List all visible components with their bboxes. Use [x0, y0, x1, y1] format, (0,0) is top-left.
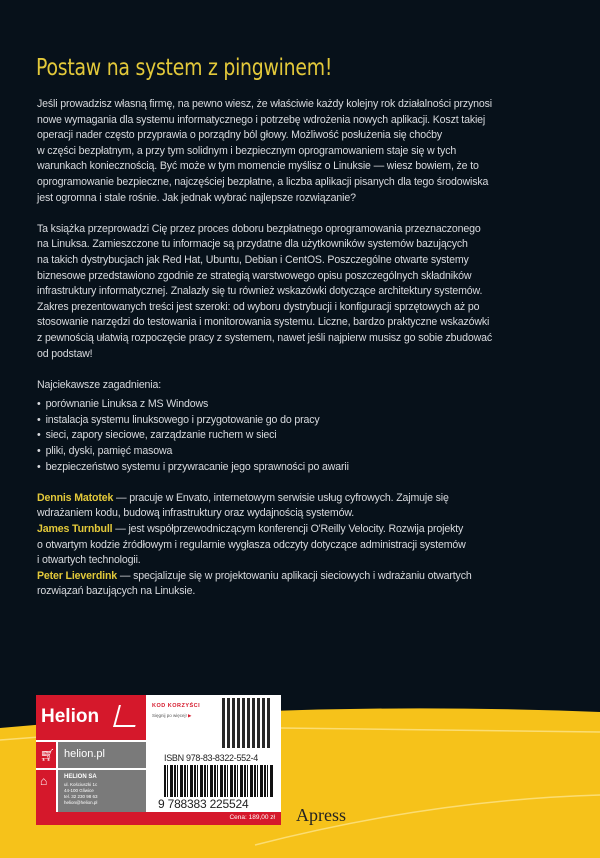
text-line: jest ogromna i stale rośnie. Jak jednak wybrać najlepsze rozwiązanie?	[37, 191, 356, 204]
text-line: Zakres prezentowanych treści jest szeroki: od wyboru dystrybucji i konfiguracji sprzętowych aż po	[37, 300, 480, 313]
text-line: na Linuksa. Zamieszczone tu informacje są przydatne dla użytkowników systemów bazujących	[37, 238, 468, 251]
text-line: warunkach koniecznością. Być może w tym momencie myślisz o Linuksie — wiesz bowiem, że to	[37, 160, 479, 173]
author-bio	[37, 569, 577, 585]
text-line: w części bezpłatnym, a przy tym solidnym i bezpiecznym oprogramowaniem staje się w tych	[37, 144, 457, 157]
text-line: infrastruktury informatycznej. Znalazły się tu również wskazówki dotyczące architektury systemów.	[37, 285, 483, 298]
text-line: od podstaw!	[37, 347, 93, 360]
helion-logo: Helion	[41, 706, 100, 727]
topic-item: • sieci, zapory sieciowe, zarządzanie ruchem w sieci	[37, 428, 577, 444]
text-line: Jeśli prowadzisz własną firmę, na pewno wiesz, że właściwie każdy kolejny rok działalności przynosi	[37, 98, 492, 110]
text-line: — jest współprzewodniczącym konferencji O'Reilly Velocity. Rozwija projekty	[112, 523, 464, 536]
text-line: operacji nader często przyprawia o porządny ból głowy. Możliwość posłużenia się choćby	[37, 129, 442, 142]
topics-heading: Najciekawsze zagadnienia:	[37, 378, 162, 391]
text-line: wdrażaniem kodu, budową infrastruktury oraz wydajnością systemów.	[37, 507, 355, 520]
topic-item: • bezpieczeństwo systemu i przywracanie jego sprawności po awarii	[37, 460, 577, 476]
topics-list	[37, 397, 577, 475]
paragraph-2	[37, 222, 577, 362]
home-icon: ⌂	[40, 774, 48, 788]
headline: Postaw na system z pingwinem!	[36, 55, 333, 81]
price: Cena: 189,00 zł	[229, 814, 275, 821]
description	[37, 97, 577, 600]
qr-code[interactable]	[222, 698, 272, 748]
author-name: James Turnbull	[37, 523, 113, 536]
address-line: 44-100 Gliwice	[64, 788, 94, 793]
isbn: ISBN 978-83-8322-552-4	[164, 753, 258, 763]
cart-icon-box	[36, 742, 56, 768]
price-bar	[36, 812, 281, 825]
text-line: i otwartych technologii.	[37, 554, 141, 567]
text-line: oprogramowanie bezpieczne, najczęściej bezpłatne, a liczba aplikacji pisanych dla tego środowiska	[37, 175, 489, 188]
promo-text: Sięgnij po więcej!	[152, 713, 187, 718]
helion-logo-icon	[113, 705, 141, 727]
text-line: stosowanie narzędzi do testowania i monitorowania systemu. Liczne, bardzo praktyczne wskazówki	[37, 316, 490, 329]
barcode-number: 9 788383 225524	[158, 797, 249, 811]
cart-icon: 🛒︎	[40, 748, 56, 762]
text-line: o otwartym kodzie źródłowym i regularnie wygłasza odczyty dotyczące administracji systemów	[37, 538, 466, 551]
text-line: z pewnością ułatwią rozpoczęcie pracy z systemem, nawet jeśli najpierw musisz go sobie zbudować	[37, 331, 493, 344]
author-bio	[37, 522, 577, 538]
author-bio	[37, 491, 577, 507]
paragraph-1	[37, 97, 577, 206]
address-line: tel. 32 230 98 63	[64, 794, 98, 799]
address-line: helion@helion.pl	[64, 800, 98, 805]
text-line: — pracuje w Envato, internetowym serwisie usług cyfrowych. Zajmuje się	[113, 491, 449, 504]
text-line: biznesowe przedstawiono zgodnie ze strategią warstwowego opisu poszczególnych składników	[37, 269, 472, 282]
authors	[37, 491, 577, 600]
topic-item: • porównanie Linuksa z MS Windows	[37, 397, 577, 413]
publisher-logo: Apress	[296, 805, 346, 825]
barcode	[164, 765, 274, 797]
address-line: ul. Kościuszki 1c	[64, 782, 98, 787]
text-line: — specjalizuje się w projektowaniu aplikacji sieciowych i wdrażaniu otwartych	[117, 569, 472, 582]
publisher-label	[36, 695, 281, 825]
author-name: Peter Lieverdink	[37, 569, 118, 582]
home-icon-box	[36, 770, 56, 817]
website-link[interactable]: helion.pl	[64, 748, 105, 760]
website-box	[58, 742, 146, 768]
text-line: Ta książka przeprowadzi Cię przez proces doboru bezpłatnego oprogramowania przeznaczonego	[37, 222, 481, 235]
topic-item: • instalacja systemu linuksowego i przygotowanie go do pracy	[37, 413, 577, 429]
company-name: HELION SA	[64, 774, 97, 780]
promo-sub: Sięgnij po więcej! ▶	[152, 713, 192, 718]
text-line: na takich dystrybucjach jak Red Hat, Ubuntu, Debian i CentOS. Poszczególne otwarte systemy	[37, 253, 469, 266]
promo-title: KOD KORZYŚCI	[152, 703, 201, 709]
author-name: Dennis Matotek	[37, 491, 114, 504]
address-box	[58, 770, 146, 817]
topic-item: • pliki, dyski, pamięć masowa	[37, 444, 577, 460]
text-line: nowe wymagania dla systemu informatycznego i potrzebę wdrożenia nowych aplikacji. Koszt takiej	[37, 113, 486, 126]
helion-logo-box	[36, 695, 146, 740]
text-line: rozwiązań bazujących na Linuksie.	[37, 585, 196, 598]
